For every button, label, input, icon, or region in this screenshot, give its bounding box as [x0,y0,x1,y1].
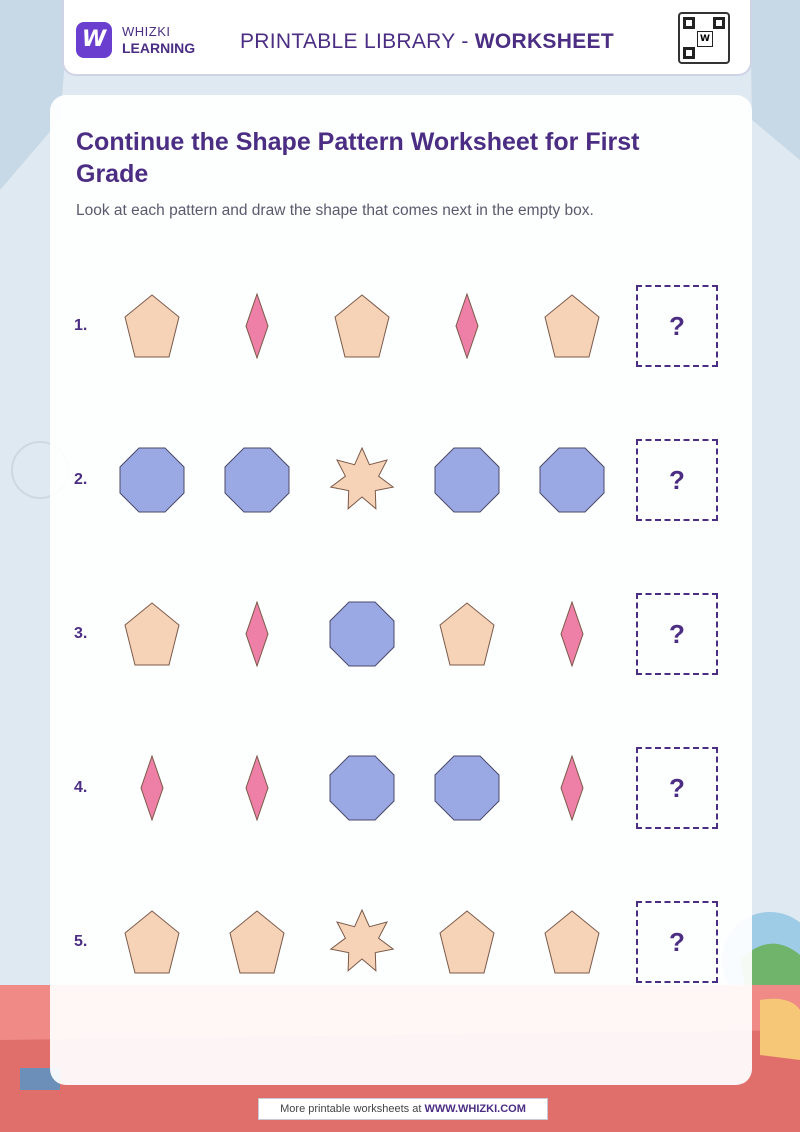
pentagon-shape-icon [123,293,181,363]
pentagon-shape-icon [228,909,286,979]
footer-link[interactable] [258,1098,548,1120]
answer-box[interactable] [636,747,718,829]
brand-line1: WHIZKI [122,24,171,39]
answer-box[interactable] [636,439,718,521]
answer-placeholder: ? [669,619,685,649]
pentagon-shape-icon [123,601,181,671]
pentagon-shape-icon [543,909,601,979]
pentagon-shape-icon [123,909,181,979]
diamond-shape-icon [140,755,164,825]
footer-site: WWW.WHIZKI.COM [424,1103,526,1115]
answer-placeholder: ? [669,311,685,341]
star-shape-icon [329,447,395,517]
footer-prefix: More printable worksheets at [280,1103,425,1115]
pentagon-shape-icon [543,293,601,363]
diamond-shape-icon [245,601,269,671]
diamond-shape-icon [560,755,584,825]
library-title-bold: WORKSHEET [474,30,614,53]
pentagon-shape-icon [333,293,391,363]
answer-placeholder: ? [669,465,685,495]
answer-placeholder: ? [669,773,685,803]
octagon-shape-icon [329,601,395,671]
answer-box[interactable] [636,593,718,675]
pentagon-shape-icon [438,909,496,979]
diamond-shape-icon [245,293,269,363]
row-number: 2. [74,471,88,488]
answer-box[interactable] [636,901,718,983]
row-number: 3. [74,625,88,642]
diamond-shape-icon [560,601,584,671]
star-shape-icon [329,909,395,979]
row-number: 4. [74,779,88,796]
octagon-shape-icon [119,447,185,517]
library-title-prefix: PRINTABLE LIBRARY - [240,30,475,53]
pentagon-shape-icon [438,601,496,671]
octagon-shape-icon [434,755,500,825]
octagon-shape-icon [329,755,395,825]
brand-line2: LEARNING [122,40,196,56]
octagon-shape-icon [539,447,605,517]
qr-logo-mark: W [697,31,713,47]
header-bar [62,0,752,76]
answer-placeholder: ? [669,927,685,957]
octagon-shape-icon [224,447,290,517]
row-number: 5. [74,933,88,950]
answer-box[interactable] [636,285,718,367]
library-title [240,30,614,54]
diamond-shape-icon [245,755,269,825]
whizki-logo-icon[interactable]: W [76,22,112,58]
brand-name[interactable] [122,24,195,56]
octagon-shape-icon [434,447,500,517]
qr-code-icon[interactable] [678,12,730,64]
worksheet-title: Continue the Shape Pattern Worksheet for First Grade [76,128,640,188]
diamond-shape-icon [455,293,479,363]
worksheet-instructions: Look at each pattern and draw the shape that comes next in the empty box. [76,202,594,219]
row-number: 1. [74,317,88,334]
